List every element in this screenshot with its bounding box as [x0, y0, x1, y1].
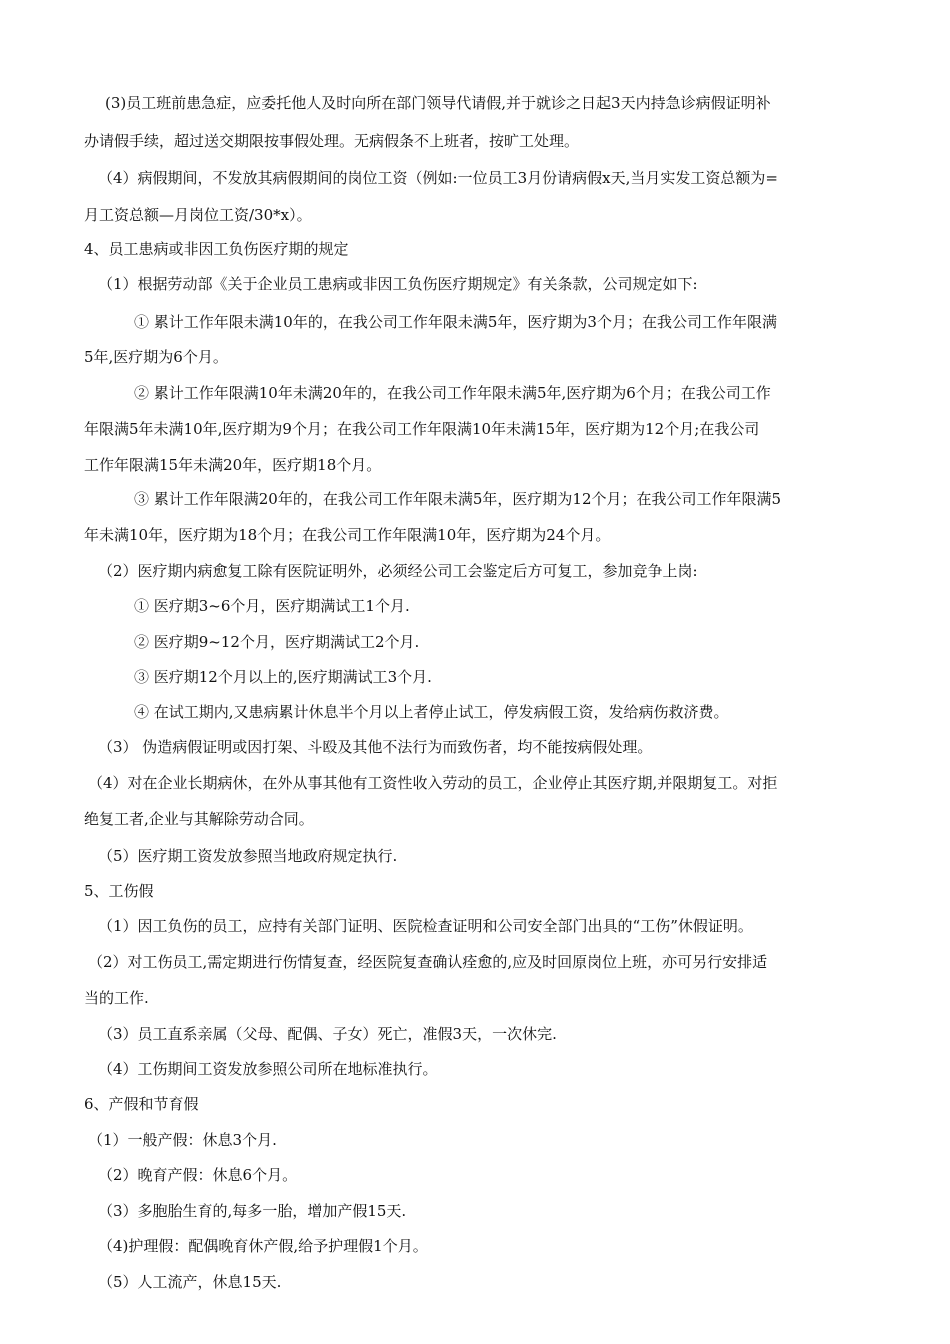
paragraph-line: （1）因工负伤的员工，应持有关部门证明、医院检查证明和公司安全部门出具的“工伤”休假证明。	[98, 917, 753, 935]
list-item: ② 累计工作年限满10年未满20年的，在我公司工作年限未满5年,医疗期为6个月；在我公司工作	[134, 384, 771, 402]
paragraph-line: 当的工作.	[84, 989, 149, 1007]
paragraph-line: （3） 伪造病假证明或因打架、斗殴及其他不法行为而致伤者，均不能按病假处理。	[98, 738, 653, 756]
paragraph-line: （2）对工伤员工,需定期进行伤情复查，经医院复查确认痊愈的,应及时回原岗位上班，亦可另行安排适	[88, 953, 768, 971]
list-item: ② 医疗期9~12个月，医疗期满试工2个月.	[134, 633, 420, 651]
paragraph-line: （4）对在企业长期病休，在外从事其他有工资性收入劳动的员工，企业停止其医疗期,并限期复工。对拒	[88, 774, 778, 792]
list-item: （5）人工流产，休息15天.	[98, 1273, 282, 1291]
paragraph-line: 绝复工者,企业与其解除劳动合同。	[84, 810, 314, 828]
list-item: ③ 累计工作年限满20年的，在我公司工作年限未满5年，医疗期为12个月；在我公司工作年限满5	[134, 490, 782, 508]
list-item: （2）晚育产假：休息6个月。	[98, 1166, 298, 1184]
list-item: ③ 医疗期12个月以上的,医疗期满试工3个月.	[134, 668, 432, 686]
paragraph-line: 年限满5年未满10年,医疗期为9个月；在我公司工作年限满10年未满15年，医疗期为12个月;在我公司	[84, 420, 760, 438]
paragraph-line: （5）医疗期工资发放参照当地政府规定执行.	[98, 847, 398, 865]
list-item: （3）多胞胎生育的,每多一胎，增加产假15天.	[98, 1202, 407, 1220]
paragraph-line: 年未满10年，医疗期为18个月；在我公司工作年限满10年，医疗期为24个月。	[84, 526, 611, 544]
section-heading: 5、工伤假	[84, 882, 154, 900]
list-item: （4)护理假：配偶晚育休产假,给予护理假1个月。	[98, 1237, 428, 1255]
paragraph-line: 办请假手续，超过送交期限按事假处理。无病假条不上班者，按旷工处理。	[84, 132, 580, 150]
paragraph-line: （1）根据劳动部《关于企业员工患病或非因工负伤医疗期规定》有关条款，公司规定如下:	[98, 275, 698, 293]
paragraph-line: 工作年限满15年未满20年，医疗期18个月。	[84, 456, 382, 474]
paragraph-line: (3)员工班前患急症，应委托他人及时向所在部门领导代请假,并于就诊之日起3天内持急诊病假证明补	[105, 94, 771, 112]
list-item: （1）一般产假：休息3个月.	[88, 1131, 277, 1149]
paragraph-line: 月工资总额—月岗位工资/30*x）。	[84, 206, 312, 224]
section-heading: 4、员工患病或非因工负伤医疗期的规定	[84, 240, 349, 258]
paragraph-line: （4）病假期间，不发放其病假期间的岗位工资（例如:一位员工3月份请病假x天,当月实发工资总额为=	[98, 169, 778, 187]
paragraph-line: （3）员工直系亲属（父母、配偶、子女）死亡，准假3天，一次休完.	[98, 1025, 557, 1043]
list-item: ① 医疗期3~6个月，医疗期满试工1个月.	[134, 597, 410, 615]
list-item: ① 累计工作年限未满10年的，在我公司工作年限未满5年，医疗期为3个月；在我公司工作年限满	[134, 313, 777, 331]
paragraph-line: 5年,医疗期为6个月。	[84, 348, 228, 366]
list-item: ④ 在试工期内,又患病累计休息半个月以上者停止试工，停发病假工资，发给病伤救济费。	[134, 703, 729, 721]
section-heading: 6、产假和节育假	[84, 1095, 199, 1113]
paragraph-line: （4）工伤期间工资发放参照公司所在地标准执行。	[98, 1060, 438, 1078]
paragraph-line: （2）医疗期内病愈复工除有医院证明外，必须经公司工会鉴定后方可复工，参加竞争上岗:	[98, 562, 698, 580]
